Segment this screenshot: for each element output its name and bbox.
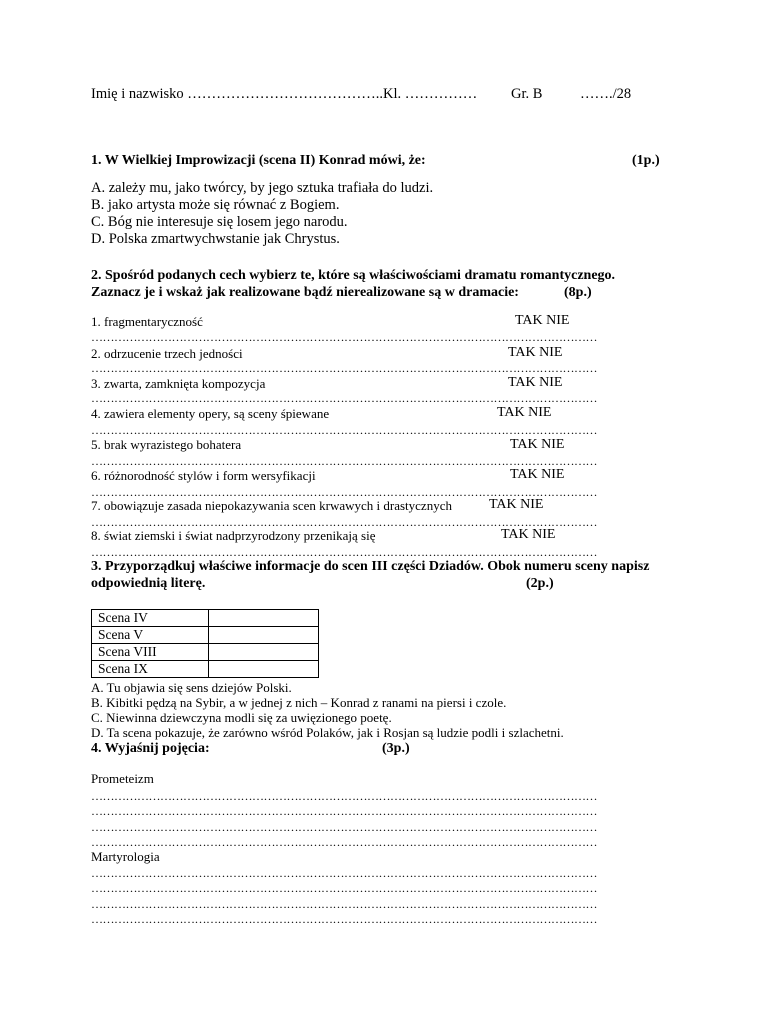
scene-answer-cell[interactable] (209, 644, 319, 661)
q3-answer-b: B. Kibitki pędzą na Sybir, a w jednej z nich – Konrad z ranami na piersi i czole. (91, 695, 507, 710)
student-header (91, 86, 477, 103)
scene-answer-cell[interactable] (209, 627, 319, 644)
term-martyrologia: Martyrologia (91, 849, 160, 864)
q2-answer-7[interactable]: TAK NIE (489, 497, 544, 512)
q1-option-b[interactable]: B. jako artysta może się równać z Bogiem. (91, 197, 340, 213)
q2-answer-line-6[interactable]: …………………………………………………………………………………………………………………… (91, 486, 597, 499)
q4-title: 4. Wyjaśnij pojęcia: (91, 741, 210, 756)
q2-item-3: 3. zwarta, zamknięta kompozycja (91, 376, 266, 391)
q2-item-6: 6. różnorodność stylów i form wersyfikacji (91, 468, 316, 483)
table-row (92, 627, 319, 644)
scene-label: Scena IX (92, 661, 209, 678)
name-label: Imię i nazwisko (91, 86, 184, 102)
q2-answer-5[interactable]: TAK NIE (510, 437, 565, 452)
term-prometeizm: Prometeizm (91, 771, 154, 786)
table-row (92, 661, 319, 678)
q2-answer-line-2[interactable]: …………………………………………………………………………………………………………………… (91, 362, 597, 375)
table-row (92, 610, 319, 627)
q2-answer-line-5[interactable]: …………………………………………………………………………………………………………………… (91, 455, 597, 468)
q2-item-4: 4. zawiera elementy opery, są sceny śpiewane (91, 406, 330, 421)
q2-points: (8p.) (564, 285, 592, 300)
q4-answer-line[interactable]: …………………………………………………………………………………………………………………… (91, 898, 597, 911)
scene-answer-cell[interactable] (209, 661, 319, 678)
q2-answer-1[interactable]: TAK NIE (515, 313, 570, 328)
q2-answer-line-8[interactable]: …………………………………………………………………………………………………………………… (91, 546, 597, 559)
q4-answer-line[interactable]: …………………………………………………………………………………………………………………… (91, 913, 597, 926)
q2-item-2: 2. odrzucenie trzech jedności (91, 346, 243, 361)
q3-title-line1: 3. Przyporządkuj właściwe informacje do scen III części Dziadów. Obok numeru sceny napisz (91, 559, 650, 574)
q3-points: (2p.) (526, 576, 554, 591)
q3-answer-d: D. Ta scena pokazuje, że zarówno wśród Polaków, jak i Rosjan są ludzie podli i szlachetni. (91, 725, 564, 740)
q2-answer-8[interactable]: TAK NIE (501, 527, 556, 542)
q2-item-7: 7. obowiązuje zasada niepokazywania scen krwawych i drastycznych (91, 498, 452, 513)
q2-answer-line-4[interactable]: …………………………………………………………………………………………………………………… (91, 424, 597, 437)
q4-answer-line[interactable]: …………………………………………………………………………………………………………………… (91, 867, 597, 880)
q1-option-c[interactable]: C. Bóg nie interesuje się losem jego narodu. (91, 214, 348, 230)
q2-answer-2[interactable]: TAK NIE (508, 345, 563, 360)
class-line[interactable]: …………… (404, 86, 478, 102)
q2-answer-line-7[interactable]: …………………………………………………………………………………………………………………… (91, 516, 597, 529)
table-row (92, 644, 319, 661)
group-label: Gr. B (511, 86, 543, 102)
q1-points: (1p.) (632, 153, 660, 168)
q3-answer-c: C. Niewinna dziewczyna modli się za uwięzionego poetę. (91, 710, 392, 725)
q4-answer-line[interactable]: …………………………………………………………………………………………………………………… (91, 836, 597, 849)
q2-item-1: 1. fragmentaryczność (91, 314, 203, 329)
q2-answer-6[interactable]: TAK NIE (510, 467, 565, 482)
q2-item-8: 8. świat ziemski i świat nadprzyrodzony przenikają się (91, 528, 376, 543)
q2-title-line1: 2. Spośród podanych cech wybierz te, które są właściwościami dramatu romantycznego. (91, 268, 616, 283)
q2-answer-line-3[interactable]: …………………………………………………………………………………………………………………… (91, 392, 597, 405)
q3-title-line2: odpowiednią literę. (91, 576, 206, 591)
q3-answer-a: A. Tu objawia się sens dziejów Polski. (91, 680, 292, 695)
q2-answer-4[interactable]: TAK NIE (497, 405, 552, 420)
scene-match-table (91, 609, 319, 678)
scene-label: Scena V (92, 627, 209, 644)
q2-answer-3[interactable]: TAK NIE (508, 375, 563, 390)
q2-item-5: 5. brak wyrazistego bohatera (91, 437, 242, 452)
q1-option-d[interactable]: D. Polska zmartwychwstanie jak Chrystus. (91, 231, 340, 247)
scene-label: Scena VIII (92, 644, 209, 661)
q2-title-line2: Zaznacz je i wskaż jak realizowane bądź nierealizowane są w dramacie: (91, 285, 519, 300)
q4-answer-line[interactable]: …………………………………………………………………………………………………………………… (91, 821, 597, 834)
name-line[interactable]: …………………………………..Kl. (187, 86, 402, 102)
scene-label: Scena IV (92, 610, 209, 627)
q4-points: (3p.) (382, 741, 410, 756)
q1-option-a[interactable]: A. zależy mu, jako twórcy, by jego sztuka trafiała do ludzi. (91, 180, 434, 196)
q4-answer-line[interactable]: …………………………………………………………………………………………………………………… (91, 882, 597, 895)
q1-title: 1. W Wielkiej Improwizacji (scena II) Konrad mówi, że: (91, 153, 426, 168)
q4-answer-line[interactable]: …………………………………………………………………………………………………………………… (91, 790, 597, 803)
q4-answer-line[interactable]: …………………………………………………………………………………………………………………… (91, 805, 597, 818)
score-field[interactable]: ……./28 (580, 86, 632, 102)
scene-answer-cell[interactable] (209, 610, 319, 627)
q2-answer-line-1[interactable]: …………………………………………………………………………………………………………………… (91, 331, 597, 344)
